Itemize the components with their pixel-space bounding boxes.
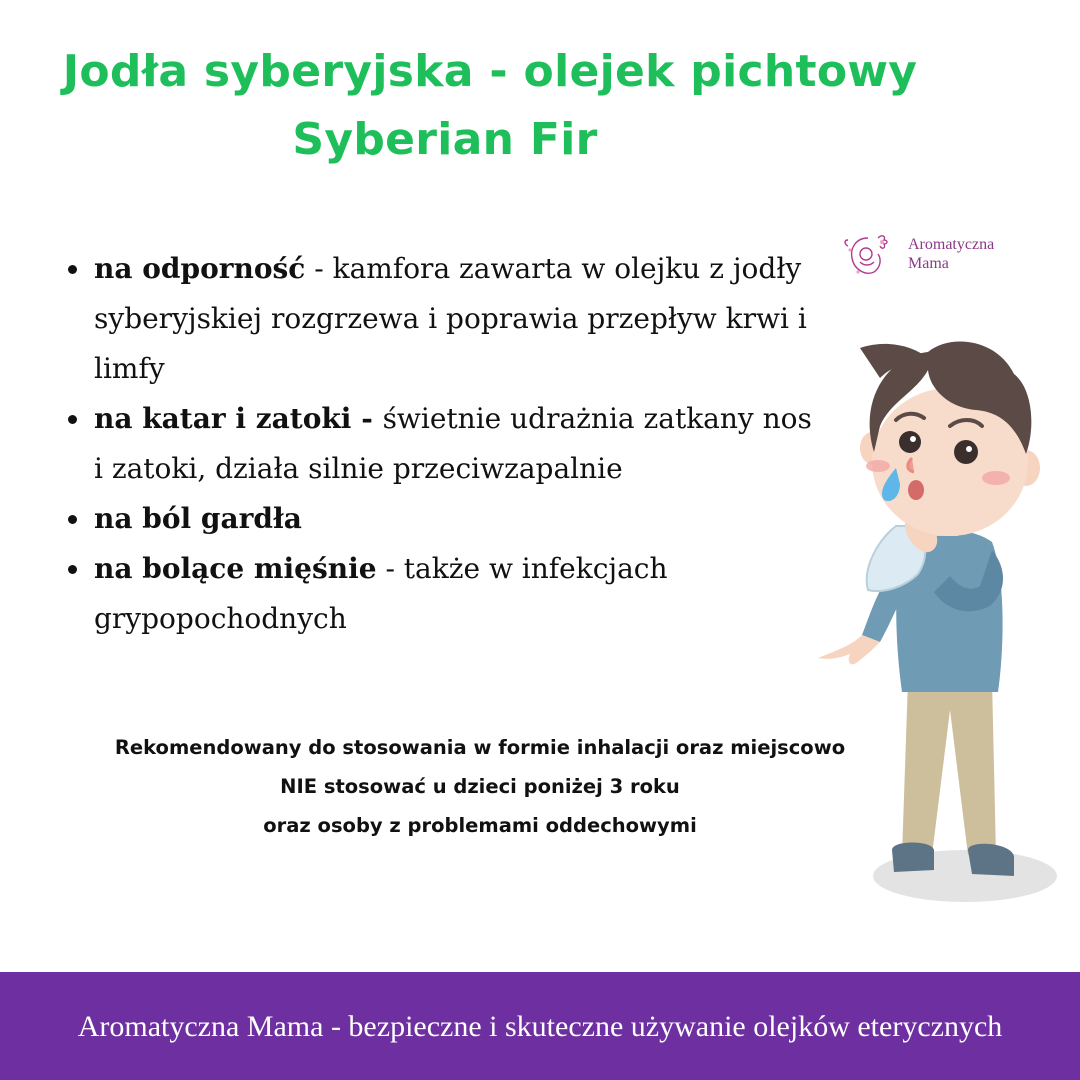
title-line-2: Syberian Fir	[292, 114, 598, 165]
brand-logo	[838, 226, 1028, 288]
list-item	[62, 244, 822, 394]
logo-text-line-1: Aromatyczna	[908, 236, 995, 253]
list-item-text: - także w infekcjach grypopochodnych	[94, 552, 668, 635]
list-item	[62, 394, 822, 494]
list-item-text: - kamfora zawarta w olejku z jodły syberyjskiej rozgrzewa i poprawia przepływ krwi i limfy	[94, 252, 807, 385]
list-item-bold: na odporność	[94, 252, 306, 285]
footer-banner	[0, 972, 1080, 1080]
list-item-text: świetnie udrażnia zatkany nos i zatoki, działa silnie przeciwzapalnie	[94, 402, 812, 485]
list-item	[62, 544, 822, 644]
mother-child-flower-icon	[838, 226, 898, 286]
usage-note-line-1: Rekomendowany do stosowania w formie inhalacji oraz miejscowo	[114, 736, 846, 759]
warning-line-2: oraz osoby z problemami oddechowymi	[263, 814, 697, 837]
benefits-list	[62, 244, 822, 644]
footer-text: Aromatyczna Mama - bezpieczne i skuteczne używanie olejków eterycznych	[77, 1010, 1003, 1043]
list-item	[62, 494, 822, 544]
list-item-bold: na bolące mięśnie	[94, 552, 377, 585]
warning-line-1: NIE stosować u dzieci poniżej 3 roku	[280, 775, 680, 798]
list-item-bold: na ból gardła	[94, 502, 302, 535]
list-item-bold: na katar i zatoki -	[94, 402, 383, 435]
sick-boy-illustration	[800, 330, 1060, 910]
title-line-1: Jodła syberyjska - olejek pichtowy	[62, 46, 918, 97]
sick-boy-with-tissue-illustration	[800, 330, 1060, 910]
logo-text-line-2: Mama	[908, 255, 949, 272]
